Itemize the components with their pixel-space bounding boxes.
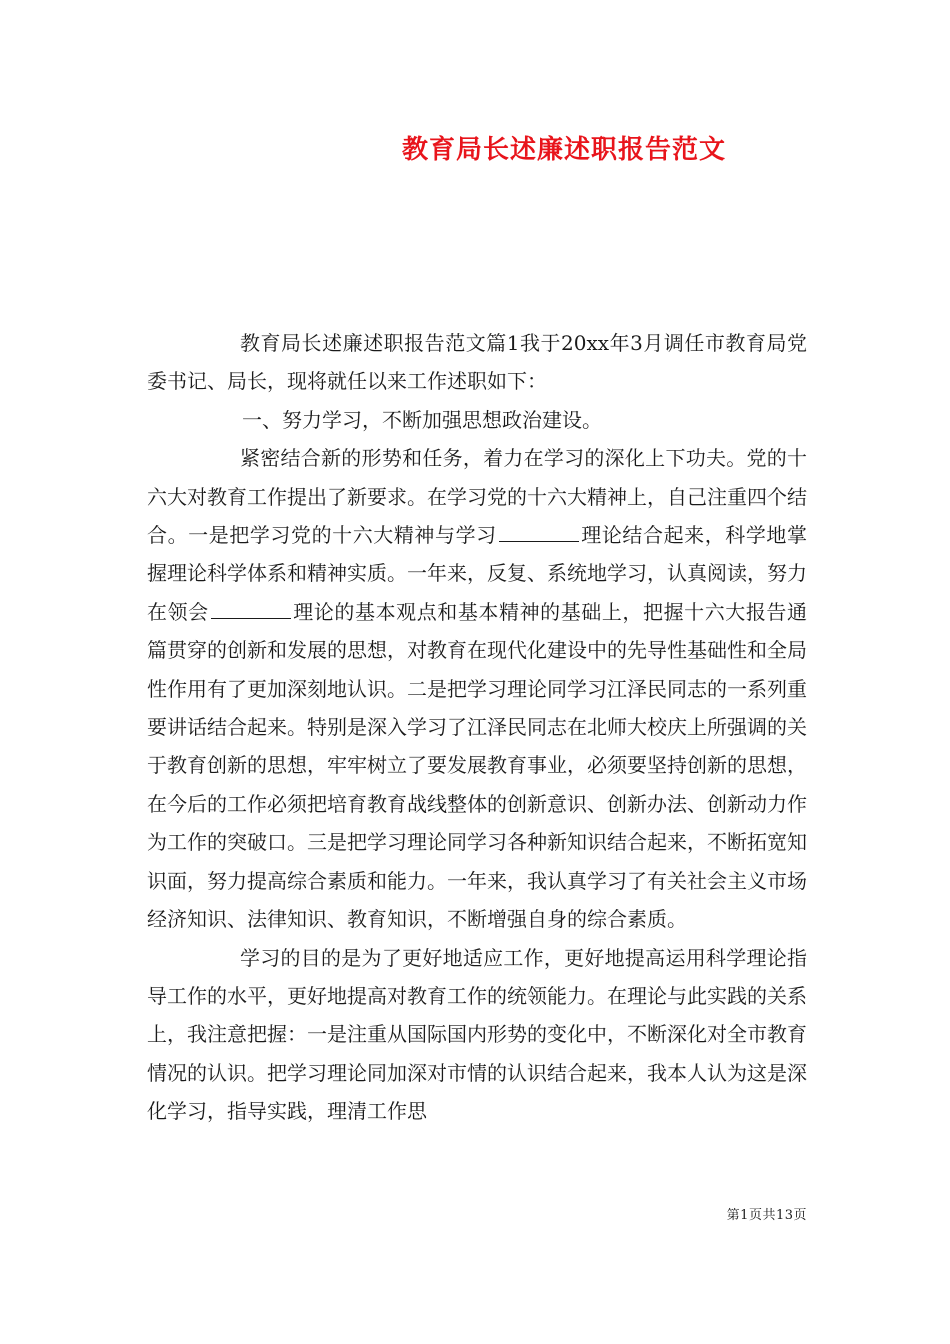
body-paragraph-2: 学习的目的是为了更好地适应工作，更好地提高运用科学理论指导工作的水平，更好地提高对教育工作的统领能力。在理论与此实践的关系上，我注意把握：一是注重从国际国内形势的变化中，不断深化对全市教育情况的认识。把学习理论同加深对市情的认识结合起来，我本人认为这是深化学习，指导实践，理清工作思 [147, 945, 807, 1124]
fill-blank [499, 519, 579, 542]
document-body [147, 324, 807, 1131]
section-heading-1: 一、努力学习，不断加强思想政治建设。 [242, 407, 602, 432]
paragraph-text: 理论的基本观点和基本精神的基础上，把握十六大报告通篇贯穿的创新和发展的思想，对教育在现代化建设中的先导性基础性和全局性作用有了更加深刻地认识。二是把学习理论同学习江泽民同志的一系列重要讲话结合起来。特别是深入学习了江泽民同志在北师大校庆上所强调的关于教育创新的思想，牢牢树立了要发展教育事业，必须要坚持创新的思想，在今后的工作必须把培育教育战线整体的创新意识、创新办法、创新动力作为工作的突破口。三是把学习理论同学习各种新知识结合起来，不断拓宽知识面，努力提高综合素质和能力。一年来，我认真学习了有关社会主义市场经济知识、法律知识、教育知识，不断增强自身的综合素质。 [147, 599, 808, 932]
page-number: 第1页共13页 [726, 1208, 807, 1223]
paragraph-text: 理论结合起来，科学地掌握理论科学体系和精神实质。一年来，反复、系统地学习，认真阅读，努力在领会 [147, 523, 808, 624]
document-title: 教育局长述廉述职报告范文 [401, 135, 726, 165]
body-paragraph-1 [147, 439, 807, 938]
paragraph-text: 紧密结合新的形势和任务，着力在学习的深化上下功夫。党的十六大对教育工作提出了新要求。在学习党的十六大精神上，自己注重四个结合。一是把学习党的十六大精神与学习 [147, 446, 807, 548]
fill-blank [211, 596, 291, 619]
intro-paragraph: 教育局长述廉述职报告范文篇1我于20xx年3月调任市教育局党委书记、局长，现将就任以来工作述职如下： [147, 331, 807, 394]
